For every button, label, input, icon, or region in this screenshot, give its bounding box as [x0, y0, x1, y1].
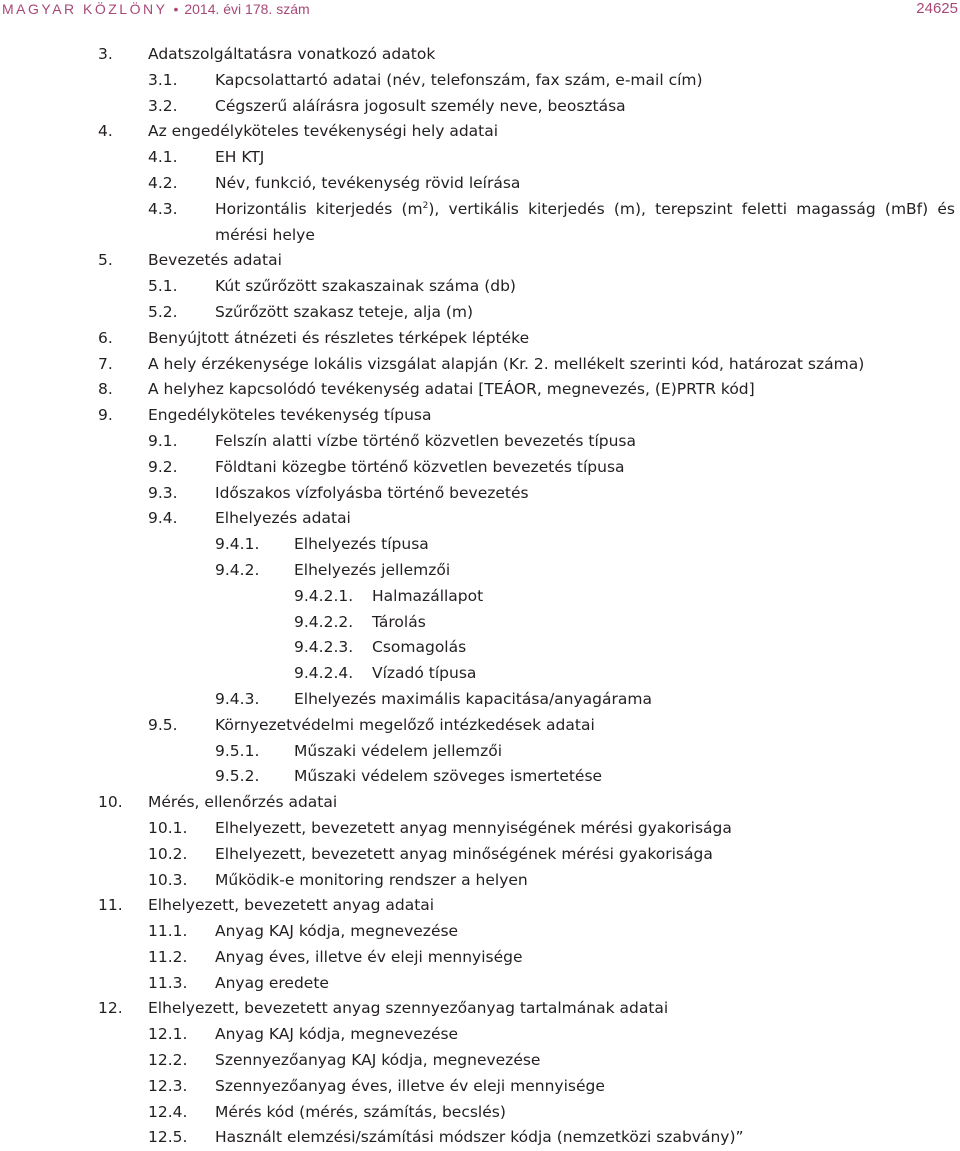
item-text: Mérés kód (mérés, számítás, becslés) [215, 1102, 506, 1121]
list-item [0, 481, 960, 507]
list-item [0, 996, 960, 1022]
item-text: Anyag KAJ kódja, megnevezése [215, 1025, 459, 1044]
item-text: Elhelyezett, bevezetett anyag adatai [148, 896, 435, 915]
item-number: 11.1. [148, 922, 188, 941]
list-item [0, 274, 960, 300]
item-text: Környezetvédelmi megelőző intézkedések adatai [215, 715, 595, 734]
item-number: 4.2. [148, 173, 178, 192]
item-number: 9.4.2.3. [294, 638, 354, 657]
item-number: 12.2. [148, 1051, 188, 1070]
list-item [0, 764, 960, 790]
list-item [0, 790, 960, 816]
item-text: Működik-e monitoring rendszer a helyen [215, 870, 528, 889]
item-number: 9.5.2. [215, 767, 260, 786]
list-item [0, 687, 960, 713]
item-number: 4. [98, 122, 113, 141]
item-number: 7. [98, 354, 113, 373]
item-text: Használt elemzési/számítási módszer kódja (nemzetközi szabvány)” [215, 1128, 744, 1147]
list-item [0, 326, 960, 352]
item-text: Elhelyezett, bevezetett anyag minőségének mérési gyakorisága [215, 844, 713, 863]
list-item [0, 893, 960, 919]
item-text-part: ), vertikális kiterjedés (m), terepszint feletti magasság (mBf) és mérési helye [215, 199, 955, 244]
list-item [0, 635, 960, 661]
item-text: Műszaki védelem szöveges ismertetése [294, 767, 603, 786]
item-text: Benyújtott átnézeti és részletes térképek léptéke [148, 328, 530, 347]
item-number: 3.2. [148, 96, 178, 115]
list-item [0, 713, 960, 739]
item-text: Csomagolás [372, 638, 467, 657]
item-number: 12.4. [148, 1102, 188, 1121]
item-number: 5.1. [148, 277, 178, 296]
page-number: 24625 [916, 0, 958, 17]
list-item [0, 42, 960, 68]
list-item [0, 145, 960, 171]
item-text: A hely érzékenysége lokális vizsgálat alapján (Kr. 2. mellékelt szerinti kód, határozat száma) [148, 354, 865, 373]
item-number: 9.4.2.4. [294, 664, 354, 683]
list-item [0, 1074, 960, 1100]
list-item [0, 532, 960, 558]
item-text: Tárolás [372, 612, 426, 631]
superscript-exponent: 2 [422, 200, 429, 211]
item-number: 9.5.1. [215, 741, 260, 760]
list-item [0, 119, 960, 145]
item-text: Időszakos vízfolyásba történő bevezetés [215, 483, 529, 502]
item-number: 12.1. [148, 1025, 188, 1044]
item-number: 9.4.2. [215, 560, 260, 579]
item-number: 10.3. [148, 870, 188, 889]
list-item [0, 816, 960, 842]
list-item [0, 300, 960, 326]
item-number: 9.4.2.2. [294, 612, 354, 631]
list-item [0, 971, 960, 997]
item-number: 9. [98, 406, 113, 425]
item-text: Szennyezőanyag éves, illetve év eleji mennyisége [215, 1076, 605, 1095]
list-item [0, 868, 960, 894]
numbered-list [0, 42, 960, 1151]
list-item [0, 403, 960, 429]
item-number: 5.2. [148, 302, 178, 321]
item-number: 9.4.2.1. [294, 586, 354, 605]
separator-bullet: • [173, 1, 179, 17]
item-text: Földtani közegbe történő közvetlen bevezetés típusa [215, 457, 625, 476]
item-text: Kapcsolattartó adatai (név, telefonszám, fax szám, e-mail cím) [215, 70, 703, 89]
item-text: Vízadó típusa [372, 664, 477, 683]
item-number: 3. [98, 45, 113, 63]
item-number: 11.2. [148, 947, 188, 966]
list-item [0, 94, 960, 120]
list-item [0, 248, 960, 274]
list-item [0, 429, 960, 455]
list-item [0, 584, 960, 610]
item-text: Műszaki védelem jellemzői [294, 741, 503, 760]
item-number: 9.3. [148, 483, 178, 502]
list-item [0, 1100, 960, 1126]
publication-name: MAGYAR KÖZLÖNY [2, 1, 168, 17]
item-text: Kút szűrőzött szakaszainak száma (db) [215, 277, 516, 296]
item-number: 4.3. [148, 199, 178, 218]
item-number: 10.2. [148, 844, 188, 863]
list-item [0, 558, 960, 584]
item-text: Név, funkció, tevékenység rövid leírása [215, 173, 521, 192]
item-number: 11.3. [148, 973, 188, 992]
item-number: 4.1. [148, 148, 178, 167]
item-text: Az engedélyköteles tevékenységi hely adatai [148, 122, 499, 141]
issue-label: 2014. évi 178. szám [184, 1, 310, 17]
item-number: 9.5. [148, 715, 178, 734]
list-item [0, 1022, 960, 1048]
list-item [0, 610, 960, 636]
list-item [0, 197, 960, 249]
list-item [0, 352, 960, 378]
item-text: Elhelyezés maximális kapacitása/anyagárama [294, 689, 652, 708]
item-text: Szűrőzött szakasz teteje, alja (m) [215, 302, 474, 321]
item-text: EH KTJ [215, 148, 265, 167]
list-item [0, 68, 960, 94]
item-text: Anyag eredete [215, 973, 329, 992]
item-text: Halmazállapot [372, 586, 484, 605]
list-item [0, 455, 960, 481]
item-number: 12. [98, 999, 123, 1018]
list-item [0, 739, 960, 765]
item-number: 8. [98, 380, 113, 399]
item-number: 9.1. [148, 431, 178, 450]
running-head [2, 0, 310, 18]
item-text: Cégszerű aláírásra jogosult személy neve, beosztása [215, 96, 626, 115]
list-item [0, 945, 960, 971]
page-header [0, 0, 960, 30]
item-text: Elhelyezett, bevezetett anyag szennyezőanyag tartalmának adatai [148, 999, 669, 1018]
item-number: 6. [98, 328, 113, 347]
item-number: 12.3. [148, 1076, 188, 1095]
item-text: Bevezetés adatai [148, 251, 282, 270]
item-number: 3.1. [148, 70, 178, 89]
item-text: Anyag KAJ kódja, megnevezése [215, 922, 459, 941]
item-number: 9.4.1. [215, 535, 260, 554]
item-number: 5. [98, 251, 113, 270]
list-item [0, 506, 960, 532]
item-text: Elhelyezés jellemzői [294, 560, 451, 579]
item-number: 9.2. [148, 457, 178, 476]
list-item [0, 919, 960, 945]
item-text: Elhelyezett, bevezetett anyag mennyiségének mérési gyakorisága [215, 818, 732, 837]
list-item [0, 1125, 960, 1151]
item-number: 10. [98, 793, 123, 812]
item-text: Engedélyköteles tevékenység típusa [148, 406, 432, 425]
item-text: Szennyezőanyag KAJ kódja, megnevezése [215, 1051, 541, 1070]
list-item [0, 1048, 960, 1074]
list-item [0, 842, 960, 868]
item-text: Mérés, ellenőrzés adatai [148, 793, 338, 812]
list-item [0, 171, 960, 197]
item-text: Felszín alatti vízbe történő közvetlen bevezetés típusa [215, 431, 636, 450]
item-text [215, 197, 955, 249]
item-text: Anyag éves, illetve év eleji mennyisége [215, 947, 523, 966]
item-text: Adatszolgáltatásra vonatkozó adatok [148, 45, 436, 63]
item-text-part: Horizontális kiterjedés (m [215, 199, 423, 218]
item-number: 11. [98, 896, 123, 915]
list-item [0, 661, 960, 687]
item-number: 10.1. [148, 818, 188, 837]
item-text: A helyhez kapcsolódó tevékenység adatai [TEÁOR, megnevezés, (E)PRTR kód] [148, 380, 755, 399]
item-text: Elhelyezés típusa [294, 535, 429, 554]
item-number: 9.4. [148, 509, 178, 528]
item-text: Elhelyezés adatai [215, 509, 351, 528]
item-number: 9.4.3. [215, 689, 260, 708]
item-number: 12.5. [148, 1128, 188, 1147]
list-item [0, 377, 960, 403]
